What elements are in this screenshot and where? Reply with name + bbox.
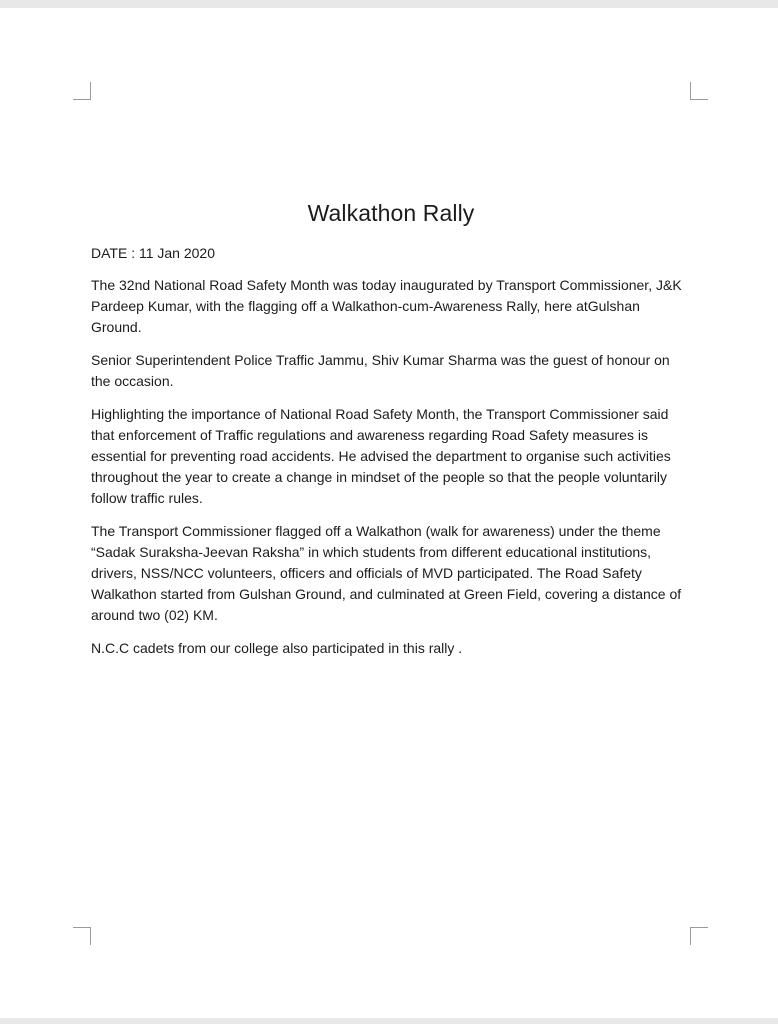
margin-corner-top-left — [73, 82, 91, 100]
margin-corner-top-right — [690, 82, 708, 100]
paragraph-2: Senior Superintendent Police Traffic Jammu, Shiv Kumar Sharma was the guest of honour on the occasion. — [91, 352, 670, 389]
document-page — [0, 8, 778, 1018]
paragraph-1: The 32nd National Road Safety Month was today inaugurated by Transport Commissioner, J&K Pardeep Kumar, with the flagging off a Walkathon-cum-Awareness Rally, here atGulshan Ground. — [91, 277, 682, 335]
margin-corner-bottom-left — [73, 927, 91, 945]
document-body — [91, 200, 691, 671]
document-title: Walkathon Rally — [307, 200, 475, 226]
margin-corner-bottom-right — [690, 927, 708, 945]
paragraph-4: The Transport Commissioner flagged off a Walkathon (walk for awareness) under the theme “Sadak Suraksha-Jeevan Raksha” in which students from different educational institutions, drivers, NSS/NCC volunteers, officers and officials of MVD participated. The Road Safety Walkathon started from Gulshan Ground, and culminated at Green Field, covering a distance of around two (02) KM. — [91, 523, 682, 623]
document-date: DATE : 11 Jan 2020 — [91, 245, 215, 261]
paragraph-3: Highlighting the importance of National Road Safety Month, the Transport Commissioner said that enforcement of Traffic regulations and awareness regarding Road Safety measures is essential for preventing road accidents. He advised the department to organise such activities throughout the year to create a change in mindset of the people so that the people voluntarily follow traffic rules. — [91, 406, 671, 506]
paragraph-5: N.C.C cadets from our college also participated in this rally . — [91, 640, 463, 656]
